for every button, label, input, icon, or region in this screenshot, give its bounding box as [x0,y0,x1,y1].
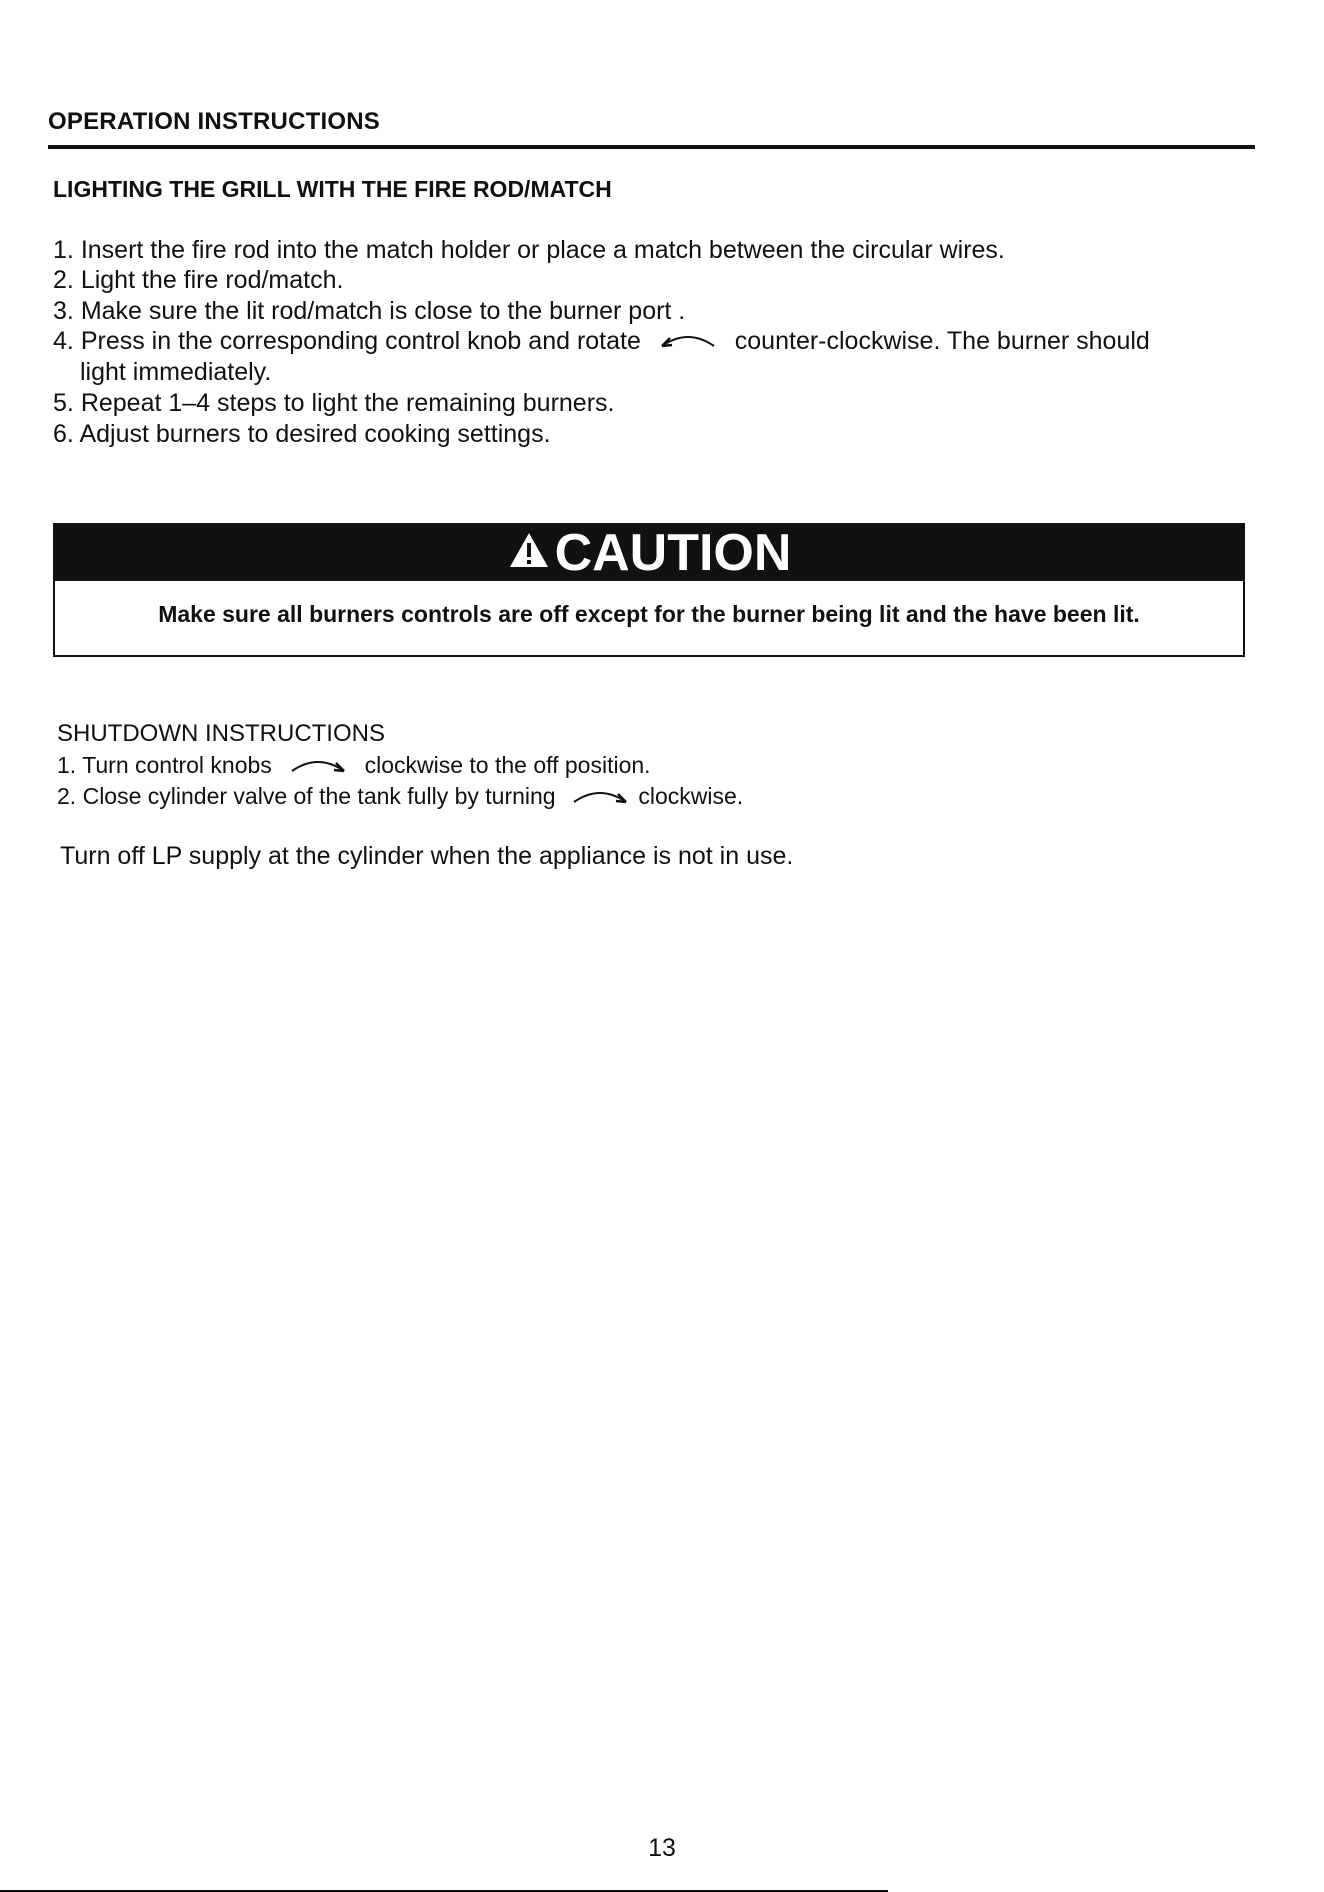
step-number: 1. [57,752,77,778]
lighting-step-5 [53,388,614,418]
section-rule [48,145,1255,149]
lp-supply-note: Turn off LP supply at the cylinder when the appliance is not in use. [60,842,794,870]
caution-banner [55,525,1243,581]
step-number: 2. [57,783,77,809]
step-text: counter-clockwise. The burner should [734,327,1150,355]
shutdown-step-2 [57,782,743,812]
step-text: Close cylinder valve of the tank fully by turning [82,783,556,809]
lighting-step-3 [53,296,685,326]
caution-box [53,523,1245,657]
step-number: 5. [53,389,74,417]
page-number: 13 [648,1834,676,1862]
step-number: 4. [53,327,74,355]
step-number: 3. [53,297,74,325]
step-text: Light the fire rod/match. [80,266,344,294]
step-text: clockwise. [638,783,744,809]
clockwise-arrow-icon [288,753,348,781]
step-text: Repeat 1–4 steps to light the remaining burners. [80,389,615,417]
lighting-step-2 [53,265,343,295]
step-text: clockwise to the off position. [364,752,651,778]
lighting-step-4 [53,326,1150,357]
warning-triangle-icon [507,523,551,583]
clockwise-arrow-icon [570,784,630,812]
step-text: Insert the fire rod into the match holder or place a match between the circular wires. [80,236,1005,264]
lighting-heading: LIGHTING THE GRILL WITH THE FIRE ROD/MATCH [53,176,612,202]
lighting-step-4-continuation: light immediately. [80,358,272,386]
caution-message: Make sure all burners controls are off except for the burner being lit and the have been lit. [158,601,1140,627]
caution-label: CAUTION [554,524,792,582]
step-number: 1. [53,236,74,264]
counter-clockwise-arrow-icon [658,327,718,357]
step-text: Adjust burners to desired cooking settings. [79,420,551,448]
lighting-step-6 [53,419,551,449]
step-text: Turn control knobs [82,752,272,778]
step-number: 6. [53,420,74,448]
step-text: Press in the corresponding control knob and rotate [80,327,641,355]
shutdown-heading: SHUTDOWN INSTRUCTIONS [57,720,385,747]
shutdown-step-1 [57,751,651,781]
lighting-step-1 [53,235,1005,265]
section-title: OPERATION INSTRUCTIONS [48,108,380,135]
step-text: Make sure the lit rod/match is close to the burner port . [80,297,686,325]
step-number: 2. [53,266,74,294]
